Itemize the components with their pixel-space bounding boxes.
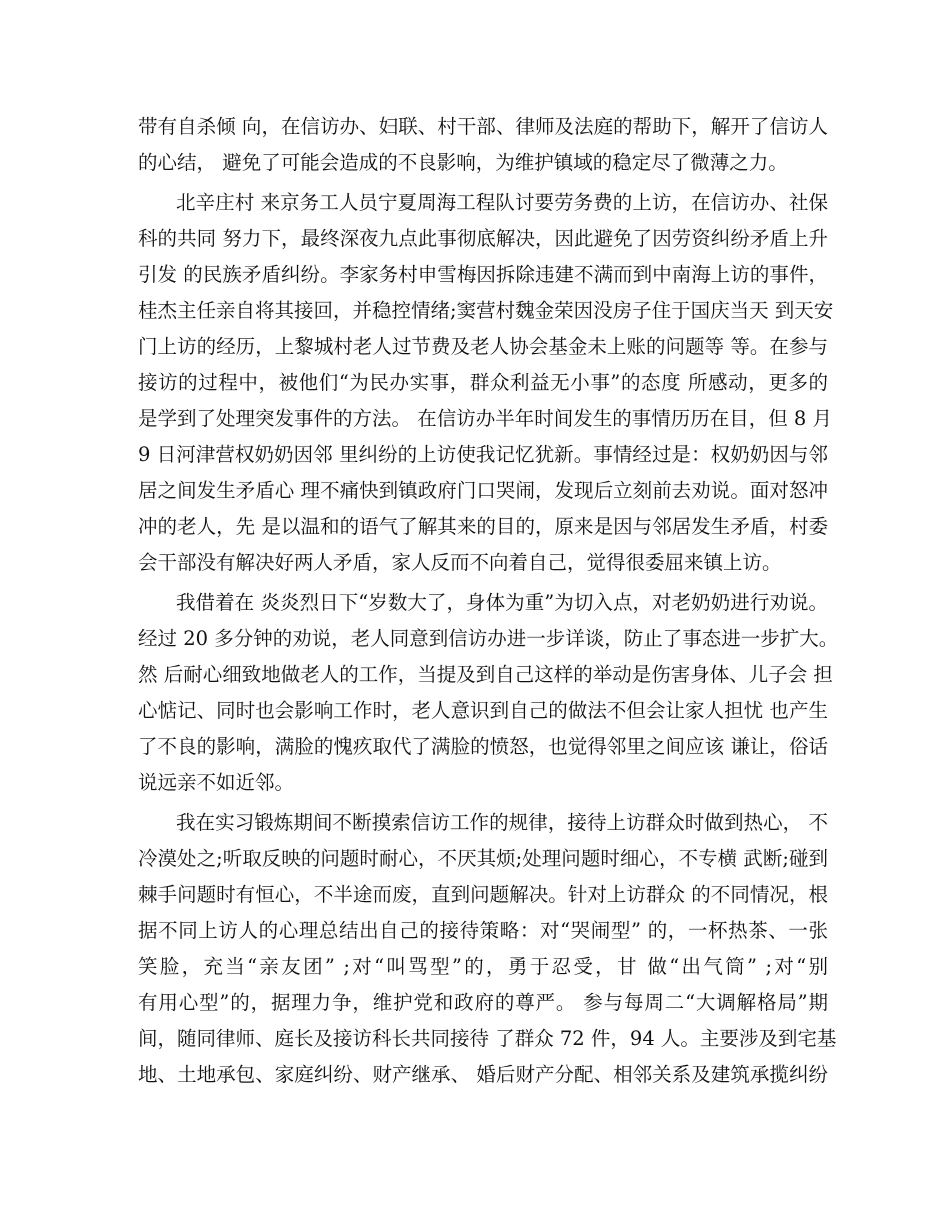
text-line: 我在实习锻炼期间不断摸索信访工作的规律，接待上访群众时做到热心， 不 <box>176 811 828 834</box>
text-line: 居之间发生矛盾心 理不痛快到镇政府门口哭闹，发现后立刻前去劝说。面对怒冲 <box>138 479 828 502</box>
paragraph <box>138 805 837 1093</box>
paragraph <box>138 585 839 801</box>
text-line: 了不良的影响，满脸的愧疚取代了满脸的愤怒，也觉得邻里之间应该 谦让，俗话 <box>138 735 828 758</box>
text-line: 有用心型”的，据理力争，维护党和政府的尊严。 参与每周二“大调解格局”期 <box>138 991 828 1014</box>
text-line: 间，随同律师、庭长及接访科长共同接待 了群众 72 件，94 人。主要涉及到宅基 <box>138 1027 837 1050</box>
text-line: 然 后耐心细致地做老人的工作，当提及到自己这样的举动是伤害身体、儿子会 担 <box>138 663 833 686</box>
text-line: 冷漠处之;听取反映的问题时耐心，不厌其烦;处理问题时细心，不专横 武断;碰到 <box>138 847 828 870</box>
text-line: 心惦记、同时也会影响工作时，老人意识到自己的做法不但会让家人担忧 也产生 <box>138 699 828 722</box>
text-line: 门上访的经历，上黎城村老人过节费及老人协会基金未上账的问题等 等。在参与 <box>138 335 828 358</box>
text-line: 会干部没有解决好两人矛盾，家人反而不向着自己，觉得很委屈来镇上访。 <box>138 551 782 574</box>
text-line: 带有自杀倾 向，在信访办、妇联、村干部、律师及法庭的帮助下，解开了信访人 <box>138 115 828 138</box>
text-line: 引发 的民族矛盾纠纷。李家务村申雪梅因拆除违建不满而到中南海上访的事件， <box>138 263 828 286</box>
text-line: 我借着在 炎炎烈日下“岁数大了，身体为重”为切入点，对老奶奶进行劝说。 <box>176 591 828 614</box>
text-line: 冲的老人，先 是以温和的语气了解其来的目的，原来是因与邻居发生矛盾，村委 <box>138 515 828 538</box>
text-line: 是学到了处理突发事件的方法。 在信访办半年时间发生的事情历历在目，但 8 月 <box>138 407 833 430</box>
text-line: 说远亲不如近邻。 <box>138 771 295 794</box>
text-line: 接访的过程中，被他们“为民办实事，群众利益无小事”的态度 所感动，更多的 <box>138 371 828 394</box>
text-line: 桂杰主任亲自将其接回，并稳控情绪;窦营村魏金荣因没房子住于国庆当天 到天安 <box>138 299 834 322</box>
document-body <box>138 109 839 1093</box>
text-line: 的心结， 避免了可能会造成的不良影响，为维护镇域的稳定尽了微薄之力。 <box>138 151 788 174</box>
text-line: 经过 20 多分钟的劝说，老人同意到信访办进一步详谈，防止了事态进一步扩大。 <box>138 627 839 650</box>
paragraph <box>138 185 834 581</box>
text-line: 科的共同 努力下，最终深夜九点此事彻底解决，因此避免了因劳资纠纷矛盾上升 <box>138 227 828 250</box>
text-line: 笑脸，充当“亲友团” ;对“叫骂型”的，勇于忍受，甘 做“出气筒” ;对“别 <box>138 955 828 978</box>
paragraph <box>138 109 828 181</box>
text-line: 棘手问题时有恒心，不半途而废，直到问题解决。针对上访群众 的不同情况，根 <box>138 883 828 906</box>
text-line: 地、土地承包、家庭纠纷、财产继承、 婚后财产分配、相邻关系及建筑承揽纠纷 <box>138 1063 828 1086</box>
text-line: 北辛庄村 来京务工人员宁夏周海工程队讨要劳务费的上访，在信访办、社保 <box>176 191 828 214</box>
text-line: 据不同上访人的心理总结出自己的接待策略：对“哭闹型” 的，一杯热茶、一张 <box>138 919 828 942</box>
text-line: 9 日河津营权奶奶因邻 里纠纷的上访使我记忆犹新。事情经过是：权奶奶因与邻 <box>138 443 828 466</box>
